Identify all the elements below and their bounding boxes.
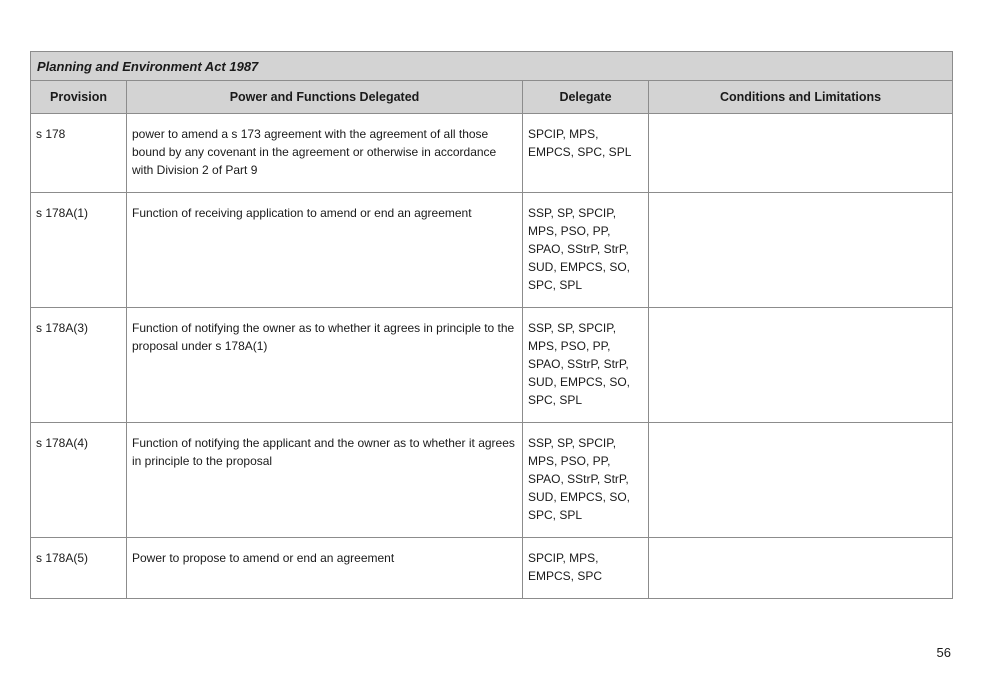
table-row [31, 114, 953, 193]
conditions-cell [649, 114, 953, 193]
header-provision: Provision [31, 81, 127, 114]
page-number: 56 [936, 645, 951, 660]
table-title-row [31, 52, 953, 81]
provision-cell: s 178A(3) [31, 308, 127, 423]
power-cell: Function of receiving application to amend or end an agreement [127, 193, 523, 308]
power-cell: Function of notifying the owner as to whether it agrees in principle to the proposal under s 178A(1) [127, 308, 523, 423]
conditions-cell [649, 423, 953, 538]
provision-cell: s 178A(5) [31, 538, 127, 599]
provision-cell: s 178 [31, 114, 127, 193]
delegation-table [30, 51, 953, 599]
power-cell: power to amend a s 173 agreement with the agreement of all those bound by any covenant in the agreement or otherwise in accordance with Division 2 of Part 9 [127, 114, 523, 193]
delegate-cell: SSP, SP, SPCIP, MPS, PSO, PP, SPAO, SStrP, StrP, SUD, EMPCS, SO, SPC, SPL [523, 308, 649, 423]
conditions-cell [649, 538, 953, 599]
provision-cell: s 178A(4) [31, 423, 127, 538]
delegate-cell: SPCIP, MPS, EMPCS, SPC [523, 538, 649, 599]
conditions-cell [649, 193, 953, 308]
power-cell: Power to propose to amend or end an agreement [127, 538, 523, 599]
table-title: Planning and Environment Act 1987 [31, 52, 953, 81]
delegate-cell: SSP, SP, SPCIP, MPS, PSO, PP, SPAO, SStrP, StrP, SUD, EMPCS, SO, SPC, SPL [523, 193, 649, 308]
header-delegate: Delegate [523, 81, 649, 114]
conditions-cell [649, 308, 953, 423]
table-header-row [31, 81, 953, 114]
power-cell: Function of notifying the applicant and the owner as to whether it agrees in principle to the proposal [127, 423, 523, 538]
delegate-cell: SPCIP, MPS, EMPCS, SPC, SPL [523, 114, 649, 193]
delegate-cell: SSP, SP, SPCIP, MPS, PSO, PP, SPAO, SStrP, StrP, SUD, EMPCS, SO, SPC, SPL [523, 423, 649, 538]
table-row [31, 308, 953, 423]
header-power: Power and Functions Delegated [127, 81, 523, 114]
table-row [31, 193, 953, 308]
table-row [31, 423, 953, 538]
header-conditions: Conditions and Limitations [649, 81, 953, 114]
table-row [31, 538, 953, 599]
provision-cell: s 178A(1) [31, 193, 127, 308]
